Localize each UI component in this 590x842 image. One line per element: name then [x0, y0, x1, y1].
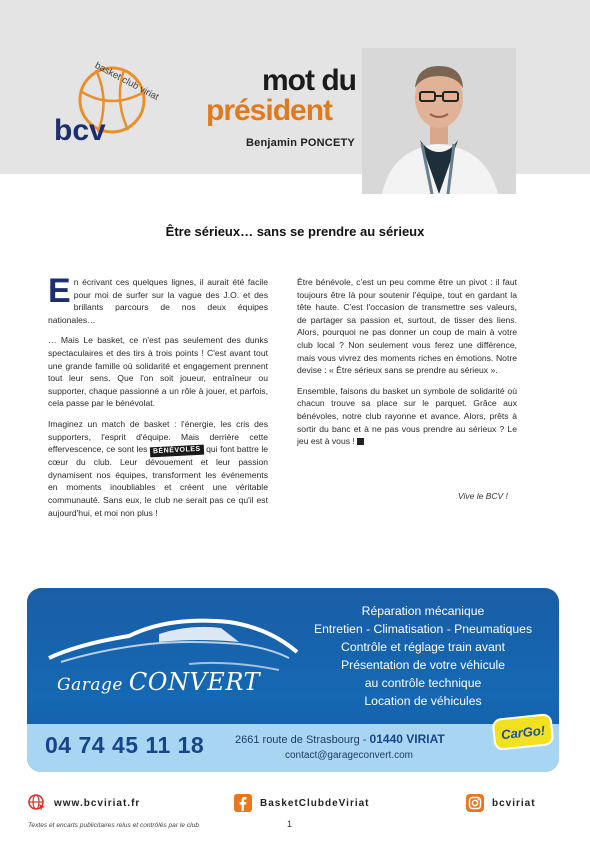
instagram-icon	[466, 794, 484, 812]
cargo-badge: CarGo!	[491, 713, 554, 751]
service-item: Présentation de votre véhicule	[341, 658, 505, 672]
service-item: au contrôle technique	[364, 676, 482, 690]
president-photo	[362, 48, 516, 194]
left-p1-text: n écrivant ces quelques lignes, il aurait été facile pour moi de surfer sur la vague des J.O. et des brillants parcours de nos deux équipes nationales…	[48, 277, 268, 325]
left-p3-before: Imaginez un match de basket : l'énergie, les cris des supporters, l'esprit d'équipe. Mais derrière cette effervescence, ce sont les	[48, 418, 268, 455]
facebook-icon	[234, 794, 252, 812]
facebook-text: BasketClubdeViriat	[260, 797, 370, 809]
signature: Vive le BCV !	[458, 491, 508, 501]
right-p2-text: Ensemble, faisons du basket un symbole de solidarité où chacun trouve sa place sur le parquet. Grâce aux bénévoles, notre club rayonne et avance. Alors, prêts à sortir du banc et à ne pas vous prendre au sérieux ? Le jeu est à vous !	[297, 385, 517, 447]
car-silhouette	[39, 600, 309, 720]
article-column-left	[48, 272, 269, 527]
services-list	[295, 602, 551, 710]
header-band	[0, 0, 590, 174]
globe-cursor-icon	[28, 794, 46, 812]
ad-contact-band	[27, 724, 559, 772]
car-outline-icon	[39, 600, 309, 720]
title-line1: mot du	[262, 64, 356, 97]
garage-ad	[27, 588, 559, 772]
garage-phone[interactable]: 04 74 45 11 18	[45, 732, 205, 758]
footer-facebook[interactable]	[234, 794, 370, 812]
footer-website[interactable]	[28, 794, 140, 812]
left-paragraph-2: … Mais Le basket, ce n'est pas seulement des dunks spectaculaires et des tirs à trois points ! C'est avant tout une grande famille où solidarité et engagement prennent tout leur sens. Que l'on soit joueur, entraîneur ou supporter, chaque passionné a un rôle à jouer, et parfois, cela passe par le bénévolat.	[48, 335, 268, 409]
article-title: Être sérieux… sans se prendre au sérieux	[165, 224, 425, 239]
right-paragraph-2	[297, 385, 517, 448]
service-item: Réparation mécanique	[361, 604, 485, 618]
garage-email[interactable]: contact@garageconvert.com	[285, 750, 413, 761]
address-city: 01440 VIRIAT	[369, 732, 445, 746]
left-paragraph-1	[48, 272, 268, 326]
title-line2: président	[206, 94, 333, 127]
service-item: Contrôle et réglage train avant	[341, 640, 505, 654]
article-column-right	[297, 276, 517, 456]
end-mark-icon	[357, 438, 364, 445]
footer-disclaimer: Textes et encarts publicitaires relus et contrôlés par le club	[28, 822, 199, 829]
left-paragraph-3	[48, 418, 268, 519]
page-number: 1	[287, 819, 293, 829]
logo-club-text: basket club viriat	[92, 60, 161, 103]
footer-instagram[interactable]	[466, 794, 536, 812]
garage-address	[235, 732, 445, 746]
left-p3-after: qui font battre le cœur du club. Leur dévouement et leur passion dynamisent nos équipes, transforment les événements en moments inoubliables et créent une véritable communauté. Sans eux, le club ne serait pas ce qu'il est aujourd'hui, et moi non plus !	[48, 444, 269, 518]
instagram-text: bcviriat	[492, 797, 536, 809]
benevoles-badge: BÉNÉVOLES	[150, 445, 204, 458]
president-name: Benjamin PONCETY	[246, 137, 355, 149]
brand-prefix: Garage	[57, 675, 123, 695]
logo-letters: bcv	[54, 114, 106, 147]
drop-cap: E	[48, 272, 71, 310]
website-text: www.bcviriat.fr	[54, 797, 141, 809]
brand-name: CONVERT	[128, 668, 260, 696]
garage-brand	[57, 668, 260, 696]
person-portrait-icon	[362, 48, 516, 194]
service-item: Entretien - Climatisation - Pneumatiques	[313, 622, 533, 636]
address-street: 2661 route de Strasbourg -	[235, 734, 367, 746]
right-paragraph-1: Être bénévole, c'est un peu comme être un pivot : il faut toujours être là pour soutenir l'équipe, tout en gardant la tête haute. C'est l'occasion de transmettre ses valeurs, de partager sa passion et, surtout, de tisser des liens. Alors, pourquoi ne pas donner un coup de main à votre club local ? Non seulement vous ferez une différence, mais vous vivrez des moments riches en émotions. Notre devise : « Être sérieux sans se prendre au sérieux ».	[297, 277, 517, 376]
service-item: Location de véhicules	[364, 694, 482, 708]
